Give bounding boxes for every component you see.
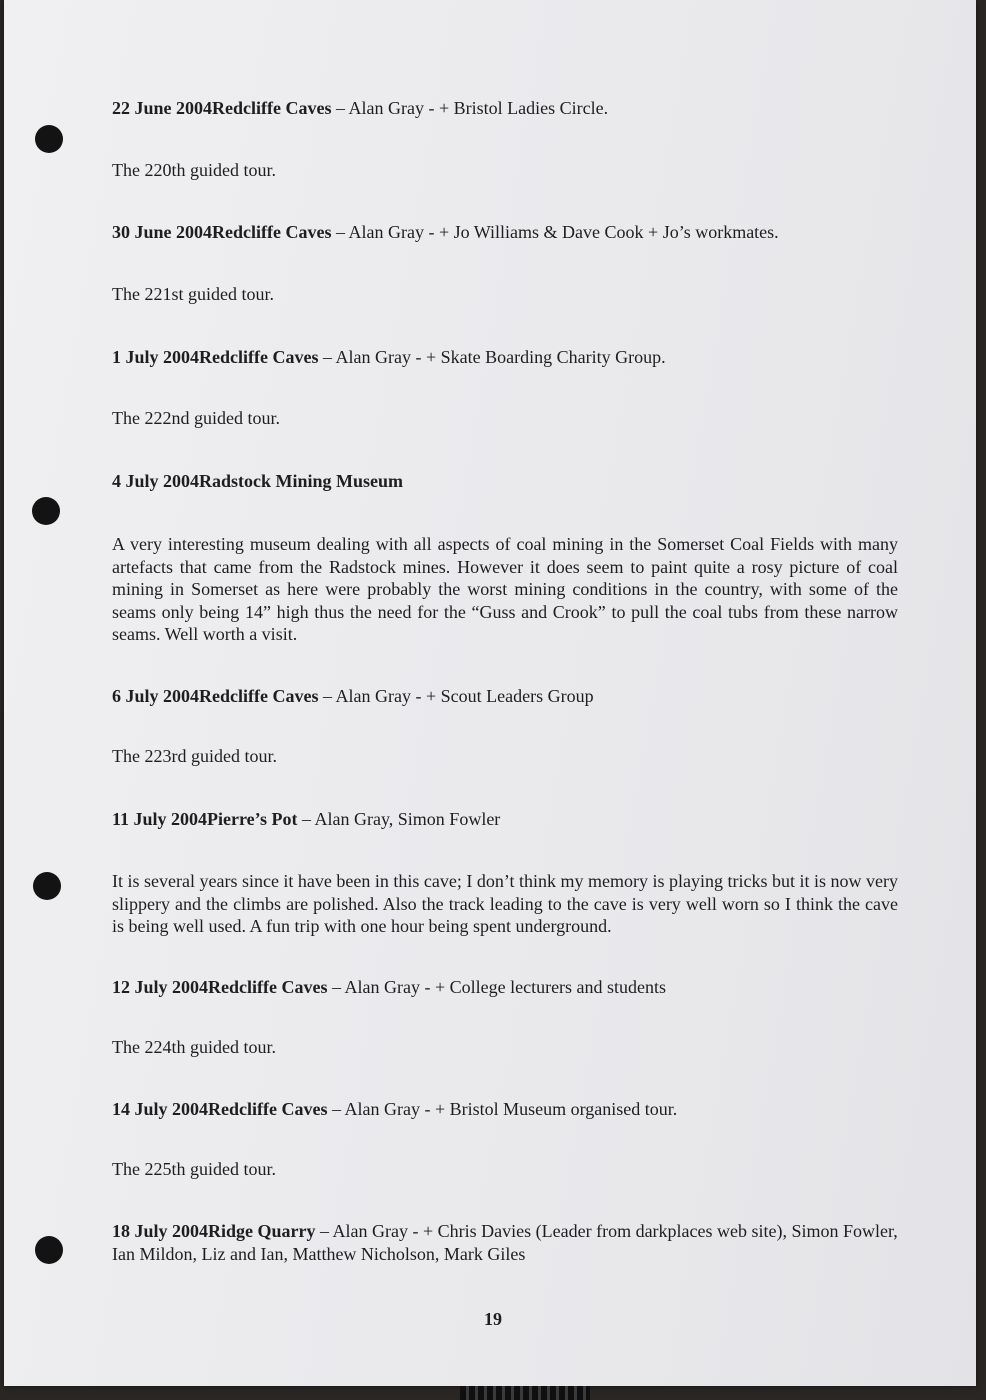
entry-place: Redcliffe Caves <box>212 222 332 242</box>
entry-date: 11 July 2004 <box>112 809 208 829</box>
punch-hole <box>35 125 63 153</box>
entry-heading <box>112 97 902 119</box>
entry-note: The 225th guided tour. <box>112 1159 276 1179</box>
background-object <box>460 1386 590 1400</box>
entry-place: Redcliffe Caves <box>208 1099 328 1119</box>
entry-people: – Alan Gray - + Scout Leaders Group <box>318 686 594 706</box>
entry-people: – Alan Gray - + Chris Davies (Leader from darkplaces web site), Simon Fowler, Ian Mildon, Liz and Ian, Matthew Nicholson, Mark Giles <box>112 1221 898 1264</box>
entry-date: 18 July 2004 <box>112 1221 209 1241</box>
entry-note: The 220th guided tour. <box>112 160 276 180</box>
punch-hole <box>33 872 61 900</box>
entry-date: 6 July 2004 <box>112 686 200 706</box>
entry-date: 4 July 2004 <box>112 471 200 491</box>
punch-hole <box>35 1236 63 1264</box>
entry-heading <box>112 1220 898 1265</box>
entry-heading <box>112 346 902 368</box>
entry-note: A very interesting museum dealing with all aspects of coal mining in the Somerset Coal Fields with many artefacts that came from the Radstock mines. However it does seem to paint quite a rosy picture of coal mining in Somerset as here were probably the worst mining conditions in the country, with some of the seams only being 14” high thus the need for the “Guss and Crook” to pull the coal tubs from these narrow seams. Well worth a visit. <box>112 534 898 644</box>
entry-note: The 223rd guided tour. <box>112 746 277 766</box>
entry-place: Redcliffe Caves <box>199 686 319 706</box>
entry-place: Ridge Quarry <box>208 1221 316 1241</box>
entry-heading <box>112 1098 902 1120</box>
entry-date: 14 July 2004 <box>112 1099 209 1119</box>
entry-note: It is several years since it have been in this cave; I don’t think my memory is playing tricks but it is now very slippery and the climbs are polished. Also the track leading to the cave is very well worn so I think the cave is being well used. A fun trip with one hour being spent underground. <box>112 871 898 936</box>
entry-people: – Alan Gray - + Skate Boarding Charity Group. <box>318 347 666 367</box>
entry-heading <box>112 976 902 998</box>
entry-people: – Alan Gray - + Bristol Ladies Circle. <box>331 98 609 118</box>
entry-people: – Alan Gray - + Jo Williams & Dave Cook + Jo’s workmates. <box>331 222 779 242</box>
entry-place: Pierre’s Pot <box>207 809 298 829</box>
entry-date: 12 July 2004 <box>112 977 209 997</box>
entry-place: Redcliffe Caves <box>212 98 332 118</box>
entry-note: The 222nd guided tour. <box>112 408 280 428</box>
entry-heading <box>112 808 902 830</box>
entry-people: – Alan Gray - + College lecturers and students <box>327 977 667 997</box>
punch-hole <box>32 497 60 525</box>
entry-note: The 224th guided tour. <box>112 1037 276 1057</box>
entry-place: Redcliffe Caves <box>199 347 319 367</box>
entry-heading <box>112 470 902 492</box>
entry-people: – Alan Gray - + Bristol Museum organised tour. <box>327 1099 678 1119</box>
entry-heading <box>112 221 902 243</box>
entry-note: The 221st guided tour. <box>112 284 274 304</box>
entry-people: – Alan Gray, Simon Fowler <box>297 809 501 829</box>
entry-date: 30 June 2004 <box>112 222 213 242</box>
entry-place: Radstock Mining Museum <box>199 471 404 491</box>
entry-date: 1 July 2004 <box>112 347 200 367</box>
entry-heading <box>112 685 902 707</box>
entry-date: 22 June 2004 <box>112 98 213 118</box>
page-number: 19 <box>484 1309 502 1329</box>
entry-place: Redcliffe Caves <box>208 977 328 997</box>
